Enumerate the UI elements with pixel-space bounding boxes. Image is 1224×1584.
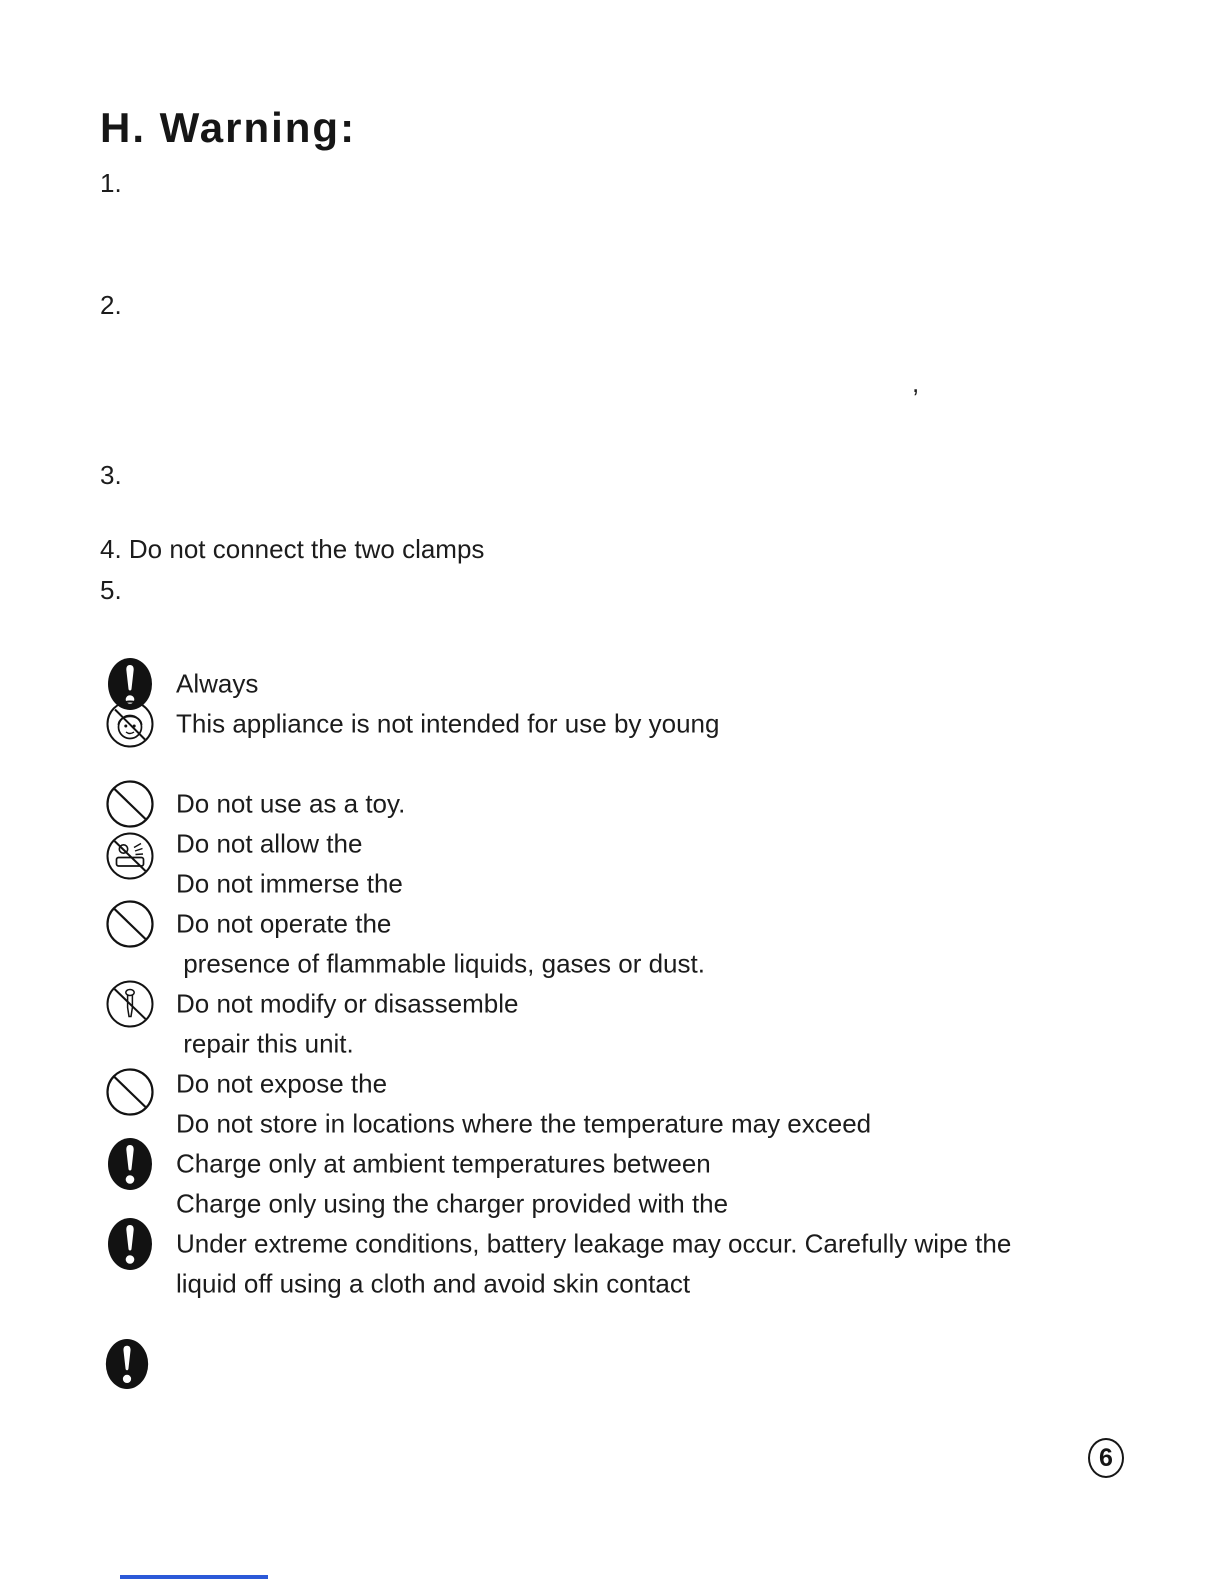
warning-row-spacer: [100, 744, 1180, 784]
warning-row: [100, 1184, 1180, 1224]
numbered-item-3: 3.: [100, 460, 122, 490]
warning-row: [100, 1024, 1180, 1064]
numbered-item-5: 5.: [100, 575, 122, 605]
warning-text: Under extreme conditions, battery leakage may occur. Carefully wipe the: [176, 1228, 1012, 1259]
warning-row: [100, 1064, 1180, 1104]
warning-text: repair this unit.: [176, 1028, 354, 1059]
warning-row: [100, 944, 1180, 984]
warning-list: [100, 664, 1180, 1304]
warning-text: Charge only at ambient temperatures between: [176, 1148, 711, 1179]
warning-text: This appliance is not intended for use by young: [176, 708, 720, 739]
warning-row: [100, 824, 1180, 864]
page-title: H. Warning:: [100, 104, 357, 151]
warning-text: Always: [176, 668, 259, 699]
bottom-accent-line: [120, 1575, 268, 1579]
numbered-item-1: 1.: [100, 168, 122, 198]
numbered-item-2: 2.: [100, 290, 122, 320]
warning-row: [100, 1264, 1180, 1304]
warning-row: [100, 704, 1180, 744]
warning-row: [100, 1224, 1180, 1264]
warning-text: Do not allow the: [176, 828, 363, 859]
warning-text: liquid off using a cloth and avoid skin contact: [176, 1268, 691, 1299]
warning-row: [100, 784, 1180, 824]
warning-row: [100, 864, 1180, 904]
warning-row: [100, 904, 1180, 944]
numbered-item-4: 4. Do not connect the two clamps: [100, 534, 485, 564]
warning-text: Do not store in locations where the temperature may exceed: [176, 1108, 872, 1139]
warning-text: Do not use as a toy.: [176, 788, 406, 819]
warning-text: presence of flammable liquids, gases or dust.: [176, 948, 705, 979]
warning-row: [100, 984, 1180, 1024]
warning-text: Do not modify or disassemble: [176, 988, 519, 1019]
mandatory-exclamation-icon: [102, 1336, 152, 1392]
page-number: 6: [1088, 1438, 1124, 1478]
warning-text: Charge only using the charger provided with the: [176, 1188, 729, 1219]
warning-text: Do not immerse the: [176, 868, 403, 899]
warning-text: Do not operate the: [176, 908, 392, 939]
warning-row: [100, 1104, 1180, 1144]
warning-row: [100, 664, 1180, 704]
stray-comma: ,: [912, 368, 920, 398]
warning-row: [100, 1144, 1180, 1184]
warning-text: Do not expose the: [176, 1068, 388, 1099]
